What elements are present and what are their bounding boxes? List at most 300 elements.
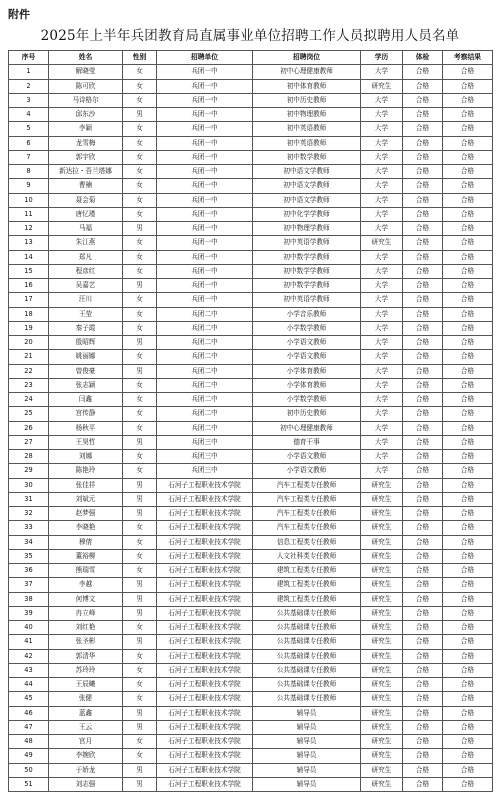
table-row	[9, 236, 493, 250]
table-row	[9, 65, 493, 79]
cell-index: 51	[9, 777, 49, 791]
cell-physical-exam: 合格	[403, 65, 443, 79]
cell-gender: 男	[123, 578, 157, 592]
cell-education: 大学	[361, 450, 403, 464]
cell-education: 大学	[361, 250, 403, 264]
cell-physical-exam: 合格	[403, 150, 443, 164]
cell-position: 小学数学教师	[253, 321, 361, 335]
table-row	[9, 564, 493, 578]
cell-gender: 女	[123, 564, 157, 578]
cell-assessment: 合格	[443, 720, 493, 734]
cell-physical-exam: 合格	[403, 649, 443, 663]
cell-employer: 兵团一中	[157, 93, 253, 107]
cell-index: 33	[9, 521, 49, 535]
cell-assessment: 合格	[443, 122, 493, 136]
cell-education: 研究生	[361, 236, 403, 250]
cell-name: 唐忆瑾	[49, 207, 123, 221]
cell-name: 马诗格尔	[49, 93, 123, 107]
table-row	[9, 578, 493, 592]
table-row	[9, 763, 493, 777]
cell-position: 初中语文学教师	[253, 165, 361, 179]
cell-gender: 女	[123, 450, 157, 464]
cell-assessment: 合格	[443, 706, 493, 720]
column-header-assessment: 考察结果	[443, 51, 493, 65]
cell-physical-exam: 合格	[403, 535, 443, 549]
cell-physical-exam: 合格	[403, 564, 443, 578]
cell-position: 初中数学学教师	[253, 264, 361, 278]
cell-position: 初中英语学教师	[253, 236, 361, 250]
column-header-position: 招聘岗位	[253, 51, 361, 65]
cell-employer: 兵团一中	[157, 108, 253, 122]
cell-name: 聂会菊	[49, 193, 123, 207]
cell-index: 2	[9, 79, 49, 93]
cell-assessment: 合格	[443, 507, 493, 521]
cell-name: 刘斌元	[49, 492, 123, 506]
cell-assessment: 合格	[443, 65, 493, 79]
cell-position: 辅导员	[253, 735, 361, 749]
cell-assessment: 合格	[443, 464, 493, 478]
cell-index: 45	[9, 692, 49, 706]
cell-education: 大学	[361, 464, 403, 478]
cell-physical-exam: 合格	[403, 678, 443, 692]
cell-position: 小学数学教师	[253, 393, 361, 407]
cell-name: 刘娜	[49, 450, 123, 464]
table-row	[9, 364, 493, 378]
cell-employer: 石河子工程职业技术学院	[157, 663, 253, 677]
document-title: 2025年上半年兵团教育局直属事业单位招聘工作人员拟聘用人员名单	[40, 28, 460, 44]
table-row	[9, 179, 493, 193]
cell-physical-exam: 合格	[403, 749, 443, 763]
cell-index: 21	[9, 350, 49, 364]
cell-name: 张健	[49, 692, 123, 706]
cell-assessment: 合格	[443, 165, 493, 179]
cell-name: 宫传静	[49, 407, 123, 421]
table-row	[9, 193, 493, 207]
cell-name: 杨秋平	[49, 421, 123, 435]
cell-position: 初中语文学教师	[253, 193, 361, 207]
cell-education: 大学	[361, 279, 403, 293]
table-row	[9, 706, 493, 720]
table-row	[9, 293, 493, 307]
cell-employer: 石河子工程职业技术学院	[157, 749, 253, 763]
cell-education: 大学	[361, 435, 403, 449]
table-row	[9, 108, 493, 122]
cell-index: 26	[9, 421, 49, 435]
cell-assessment: 合格	[443, 193, 493, 207]
cell-education: 研究生	[361, 735, 403, 749]
cell-name: 李越	[49, 578, 123, 592]
cell-education: 研究生	[361, 606, 403, 620]
cell-physical-exam: 合格	[403, 364, 443, 378]
cell-position: 初中物理学教师	[253, 222, 361, 236]
cell-gender: 女	[123, 293, 157, 307]
cell-gender: 女	[123, 264, 157, 278]
cell-gender: 女	[123, 321, 157, 335]
cell-assessment: 合格	[443, 93, 493, 107]
cell-position: 建筑工程类专任教师	[253, 578, 361, 592]
cell-name: 熊瑞雪	[49, 564, 123, 578]
cell-employer: 兵团一中	[157, 136, 253, 150]
cell-name: 董裕柳	[49, 549, 123, 563]
cell-index: 37	[9, 578, 49, 592]
column-header-index: 序号	[9, 51, 49, 65]
cell-position: 建筑工程类专任教师	[253, 592, 361, 606]
cell-education: 研究生	[361, 79, 403, 93]
cell-assessment: 合格	[443, 264, 493, 278]
cell-position: 公共基础课专任教师	[253, 606, 361, 620]
cell-name: 王莹	[49, 307, 123, 321]
table-row	[9, 649, 493, 663]
cell-position: 辅导员	[253, 706, 361, 720]
cell-index: 36	[9, 564, 49, 578]
cell-name: 李晓艳	[49, 521, 123, 535]
cell-index: 14	[9, 250, 49, 264]
cell-education: 研究生	[361, 635, 403, 649]
cell-employer: 兵团三中	[157, 450, 253, 464]
cell-position: 人文社科类专任教师	[253, 549, 361, 563]
table-row	[9, 350, 493, 364]
cell-name: 赵梦强	[49, 507, 123, 521]
cell-physical-exam: 合格	[403, 207, 443, 221]
table-row	[9, 279, 493, 293]
cell-education: 大学	[361, 122, 403, 136]
cell-employer: 石河子工程职业技术学院	[157, 507, 253, 521]
cell-index: 39	[9, 606, 49, 620]
cell-position: 初中英语教师	[253, 122, 361, 136]
cell-employer: 石河子工程职业技术学院	[157, 606, 253, 620]
cell-name: 蓝鑫	[49, 706, 123, 720]
cell-physical-exam: 合格	[403, 421, 443, 435]
cell-physical-exam: 合格	[403, 464, 443, 478]
table-row	[9, 393, 493, 407]
cell-gender: 男	[123, 763, 157, 777]
cell-education: 研究生	[361, 478, 403, 492]
cell-physical-exam: 合格	[403, 777, 443, 791]
cell-employer: 石河子工程职业技术学院	[157, 735, 253, 749]
table-row	[9, 435, 493, 449]
cell-education: 研究生	[361, 521, 403, 535]
cell-physical-exam: 合格	[403, 236, 443, 250]
cell-employer: 兵团一中	[157, 236, 253, 250]
cell-position: 小学语文教师	[253, 350, 361, 364]
cell-employer: 石河子工程职业技术学院	[157, 777, 253, 791]
cell-gender: 女	[123, 250, 157, 264]
cell-gender: 男	[123, 606, 157, 620]
cell-index: 27	[9, 435, 49, 449]
cell-education: 研究生	[361, 763, 403, 777]
cell-index: 50	[9, 763, 49, 777]
cell-employer: 石河子工程职业技术学院	[157, 564, 253, 578]
table-header-row	[9, 51, 493, 65]
cell-index: 13	[9, 236, 49, 250]
table-row	[9, 720, 493, 734]
cell-employer: 石河子工程职业技术学院	[157, 621, 253, 635]
table-row	[9, 122, 493, 136]
cell-employer: 兵团一中	[157, 207, 253, 221]
cell-education: 研究生	[361, 592, 403, 606]
cell-physical-exam: 合格	[403, 478, 443, 492]
cell-education: 研究生	[361, 549, 403, 563]
cell-employer: 石河子工程职业技术学院	[157, 706, 253, 720]
cell-position: 辅导员	[253, 749, 361, 763]
cell-employer: 兵团一中	[157, 264, 253, 278]
cell-assessment: 合格	[443, 578, 493, 592]
cell-employer: 兵团一中	[157, 65, 253, 79]
cell-position: 初中英语教师	[253, 136, 361, 150]
cell-position: 小学语文教师	[253, 336, 361, 350]
cell-gender: 女	[123, 621, 157, 635]
table-row	[9, 521, 493, 535]
cell-name: 穆倩	[49, 535, 123, 549]
cell-index: 47	[9, 720, 49, 734]
cell-physical-exam: 合格	[403, 507, 443, 521]
table-row	[9, 507, 493, 521]
cell-assessment: 合格	[443, 535, 493, 549]
cell-index: 38	[9, 592, 49, 606]
cell-gender: 男	[123, 592, 157, 606]
cell-index: 35	[9, 549, 49, 563]
cell-position: 辅导员	[253, 777, 361, 791]
cell-position: 汽车工程类专任教师	[253, 521, 361, 535]
cell-education: 研究生	[361, 535, 403, 549]
cell-assessment: 合格	[443, 364, 493, 378]
table-row	[9, 663, 493, 677]
cell-position: 初中心理健康教师	[253, 65, 361, 79]
cell-employer: 兵团一中	[157, 293, 253, 307]
cell-assessment: 合格	[443, 606, 493, 620]
cell-index: 48	[9, 735, 49, 749]
table-row	[9, 678, 493, 692]
cell-gender: 女	[123, 421, 157, 435]
table-row	[9, 264, 493, 278]
cell-education: 研究生	[361, 578, 403, 592]
cell-index: 11	[9, 207, 49, 221]
cell-employer: 石河子工程职业技术学院	[157, 549, 253, 563]
cell-gender: 女	[123, 521, 157, 535]
cell-education: 研究生	[361, 621, 403, 635]
cell-position: 公共基础课专任教师	[253, 692, 361, 706]
cell-employer: 石河子工程职业技术学院	[157, 720, 253, 734]
cell-gender: 男	[123, 336, 157, 350]
cell-education: 大学	[361, 108, 403, 122]
cell-name: 姚丽娜	[49, 350, 123, 364]
cell-employer: 兵团二中	[157, 378, 253, 392]
cell-index: 23	[9, 378, 49, 392]
cell-gender: 女	[123, 692, 157, 706]
cell-physical-exam: 合格	[403, 621, 443, 635]
cell-gender: 女	[123, 464, 157, 478]
cell-employer: 兵团一中	[157, 279, 253, 293]
cell-name: 汪川	[49, 293, 123, 307]
cell-physical-exam: 合格	[403, 763, 443, 777]
cell-employer: 兵团二中	[157, 421, 253, 435]
cell-position: 初中英语学教师	[253, 293, 361, 307]
table-row	[9, 692, 493, 706]
cell-education: 研究生	[361, 663, 403, 677]
cell-assessment: 合格	[443, 79, 493, 93]
cell-employer: 兵团一中	[157, 150, 253, 164]
cell-assessment: 合格	[443, 692, 493, 706]
cell-name: 苏玲玲	[49, 663, 123, 677]
cell-index: 10	[9, 193, 49, 207]
cell-position: 初中语文学教师	[253, 179, 361, 193]
table-row	[9, 777, 493, 791]
cell-education: 大学	[361, 336, 403, 350]
cell-index: 44	[9, 678, 49, 692]
cell-index: 5	[9, 122, 49, 136]
cell-education: 大学	[361, 193, 403, 207]
cell-physical-exam: 合格	[403, 108, 443, 122]
cell-assessment: 合格	[443, 763, 493, 777]
cell-gender: 男	[123, 435, 157, 449]
cell-physical-exam: 合格	[403, 692, 443, 706]
cell-employer: 石河子工程职业技术学院	[157, 649, 253, 663]
cell-assessment: 合格	[443, 521, 493, 535]
cell-assessment: 合格	[443, 222, 493, 236]
cell-gender: 女	[123, 678, 157, 692]
cell-employer: 石河子工程职业技术学院	[157, 535, 253, 549]
cell-position: 汽车工程类专任教师	[253, 478, 361, 492]
cell-gender: 女	[123, 165, 157, 179]
cell-position: 小学音乐教师	[253, 307, 361, 321]
cell-name: 朱江燕	[49, 236, 123, 250]
cell-education: 大学	[361, 136, 403, 150]
column-header-employer: 招聘单位	[157, 51, 253, 65]
cell-physical-exam: 合格	[403, 492, 443, 506]
cell-education: 研究生	[361, 649, 403, 663]
cell-assessment: 合格	[443, 150, 493, 164]
cell-physical-exam: 合格	[403, 663, 443, 677]
cell-gender: 女	[123, 649, 157, 663]
cell-employer: 兵团一中	[157, 250, 253, 264]
cell-employer: 石河子工程职业技术学院	[157, 478, 253, 492]
cell-education: 大学	[361, 179, 403, 193]
cell-assessment: 合格	[443, 293, 493, 307]
cell-physical-exam: 合格	[403, 264, 443, 278]
cell-name: 李婉欣	[49, 749, 123, 763]
cell-name: 王辰曦	[49, 678, 123, 692]
cell-gender: 女	[123, 663, 157, 677]
cell-physical-exam: 合格	[403, 122, 443, 136]
cell-physical-exam: 合格	[403, 250, 443, 264]
cell-name: 刘红艳	[49, 621, 123, 635]
cell-gender: 女	[123, 393, 157, 407]
table-row	[9, 307, 493, 321]
table-row	[9, 222, 493, 236]
cell-position: 小学体育教师	[253, 364, 361, 378]
cell-index: 31	[9, 492, 49, 506]
cell-education: 大学	[361, 393, 403, 407]
table-row	[9, 336, 493, 350]
cell-gender: 女	[123, 535, 157, 549]
table-row	[9, 136, 493, 150]
cell-index: 28	[9, 450, 49, 464]
cell-education: 研究生	[361, 720, 403, 734]
table-row	[9, 407, 493, 421]
cell-gender: 女	[123, 179, 157, 193]
cell-physical-exam: 合格	[403, 407, 443, 421]
cell-employer: 兵团一中	[157, 179, 253, 193]
cell-gender: 女	[123, 350, 157, 364]
cell-assessment: 合格	[443, 279, 493, 293]
cell-name: 张佳祥	[49, 478, 123, 492]
cell-position: 辅导员	[253, 763, 361, 777]
cell-name: 曹楠	[49, 179, 123, 193]
cell-employer: 石河子工程职业技术学院	[157, 635, 253, 649]
cell-index: 16	[9, 279, 49, 293]
cell-assessment: 合格	[443, 250, 493, 264]
cell-physical-exam: 合格	[403, 635, 443, 649]
cell-position: 初中体育教师	[253, 79, 361, 93]
cell-gender: 男	[123, 108, 157, 122]
cell-assessment: 合格	[443, 393, 493, 407]
cell-position: 初中心理健康教师	[253, 421, 361, 435]
cell-physical-exam: 合格	[403, 521, 443, 535]
cell-education: 研究生	[361, 749, 403, 763]
cell-employer: 兵团二中	[157, 321, 253, 335]
cell-gender: 男	[123, 364, 157, 378]
cell-physical-exam: 合格	[403, 293, 443, 307]
cell-name: 李颖	[49, 122, 123, 136]
cell-gender: 女	[123, 136, 157, 150]
cell-position: 德育干事	[253, 435, 361, 449]
cell-name: 郭清华	[49, 649, 123, 663]
cell-position: 小学语文教师	[253, 450, 361, 464]
table-row	[9, 250, 493, 264]
cell-gender: 男	[123, 222, 157, 236]
cell-index: 20	[9, 336, 49, 350]
cell-name: 程彦红	[49, 264, 123, 278]
cell-gender: 男	[123, 635, 157, 649]
cell-education: 大学	[361, 321, 403, 335]
cell-education: 大学	[361, 364, 403, 378]
cell-index: 30	[9, 478, 49, 492]
cell-education: 研究生	[361, 706, 403, 720]
cell-name: 郭宇欣	[49, 150, 123, 164]
cell-name: 陈可欣	[49, 79, 123, 93]
cell-assessment: 合格	[443, 350, 493, 364]
cell-assessment: 合格	[443, 450, 493, 464]
cell-education: 大学	[361, 65, 403, 79]
table-row	[9, 735, 493, 749]
cell-gender: 男	[123, 279, 157, 293]
cell-index: 46	[9, 706, 49, 720]
cell-position: 汽车工程类专任教师	[253, 507, 361, 521]
cell-physical-exam: 合格	[403, 79, 443, 93]
cell-gender: 女	[123, 79, 157, 93]
cell-assessment: 合格	[443, 407, 493, 421]
cell-education: 大学	[361, 207, 403, 221]
cell-index: 22	[9, 364, 49, 378]
cell-gender: 女	[123, 193, 157, 207]
cell-physical-exam: 合格	[403, 592, 443, 606]
cell-assessment: 合格	[443, 678, 493, 692]
cell-gender: 女	[123, 236, 157, 250]
cell-index: 34	[9, 535, 49, 549]
cell-index: 24	[9, 393, 49, 407]
cell-gender: 女	[123, 735, 157, 749]
cell-name: 于娇龙	[49, 763, 123, 777]
cell-assessment: 合格	[443, 564, 493, 578]
cell-employer: 兵团三中	[157, 464, 253, 478]
cell-position: 公共基础课专任教师	[253, 621, 361, 635]
cell-education: 大学	[361, 165, 403, 179]
cell-gender: 女	[123, 407, 157, 421]
cell-position: 初中历史教师	[253, 407, 361, 421]
cell-assessment: 合格	[443, 136, 493, 150]
cell-employer: 兵团二中	[157, 307, 253, 321]
cell-employer: 兵团三中	[157, 435, 253, 449]
